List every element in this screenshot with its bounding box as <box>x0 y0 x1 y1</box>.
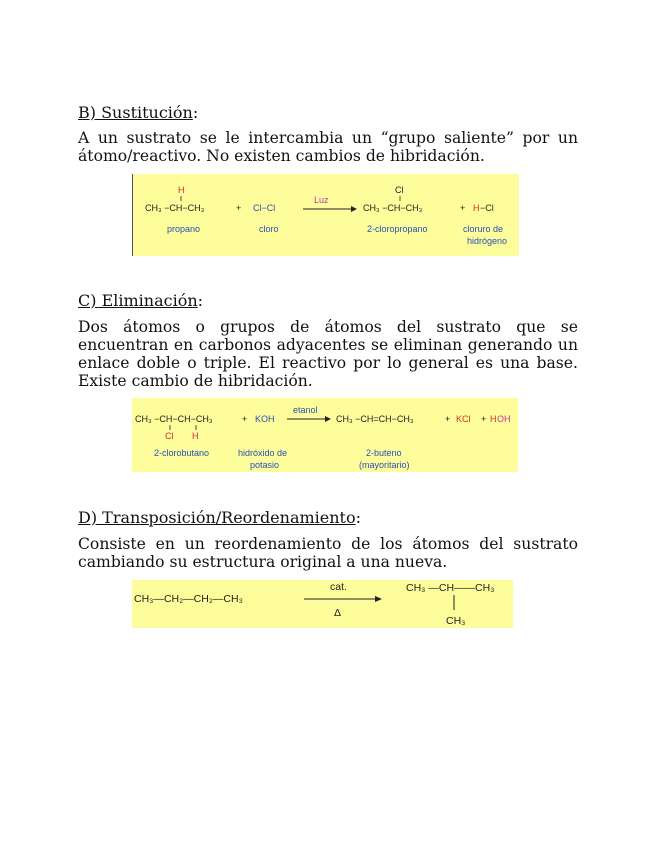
elimination-figure <box>132 398 518 472</box>
transposition-figure <box>132 580 513 628</box>
product-cl-atom: Cl <box>395 185 404 195</box>
sub-cl-atom: Cl <box>165 431 174 441</box>
propano-formula: CH₃ −CH−CH₃ <box>145 203 205 213</box>
hoh-h-atom: H <box>490 414 497 424</box>
plus-sign: + <box>445 414 451 424</box>
koh-formula: KOH <box>255 414 275 424</box>
arrow-label-cat: cat. <box>330 581 347 593</box>
section-b-colon: : <box>192 103 199 122</box>
section-d-title: D) Transposición/Reordenamiento <box>78 508 356 527</box>
hcl-rest: −Cl <box>480 203 494 213</box>
hoh-rest: OH <box>497 414 511 424</box>
clorobutano-formula: CH₃ −CH−CH−CH₃ <box>135 414 213 424</box>
arrow-label-luz: Luz <box>314 195 329 205</box>
arrow-label-etanol: etanol <box>293 405 318 415</box>
plus-sign: + <box>460 203 466 213</box>
arrow-label-delta: Δ <box>334 607 342 619</box>
transposition-diagram <box>132 580 513 628</box>
section-b-text: A un sustrato se le intercambia un “grupo saliente” por un átomo/reactivo. No existen cambios de hibridación. <box>78 129 578 165</box>
plus-sign: + <box>242 414 248 424</box>
isobutano-methyl: CH₃ <box>446 615 466 627</box>
label-cloro: cloro <box>259 224 279 234</box>
section-d-heading <box>78 509 361 527</box>
substitution-figure <box>132 174 519 256</box>
section-b-heading <box>78 104 198 122</box>
kcl-formula: KCl <box>456 414 471 424</box>
label-potasio: potasio <box>250 460 280 470</box>
label-mayoritario: (mayoritario) <box>359 460 410 470</box>
section-c-heading <box>78 292 203 310</box>
sub-h-atom: H <box>192 431 199 441</box>
section-b-title: B) Sustitución <box>78 103 193 122</box>
plus-sign: + <box>236 203 242 213</box>
label-hidroxido: hidróxido de <box>238 448 288 458</box>
label-buteno: 2-buteno <box>366 448 402 458</box>
substitution-diagram <box>133 174 519 256</box>
cloro-formula: Cl−Cl <box>253 203 276 213</box>
section-c-colon: : <box>197 291 204 310</box>
reaction-arrow-icon <box>375 596 382 602</box>
label-cloropropano: 2-cloropropano <box>367 224 428 234</box>
label-propano: propano <box>167 224 201 234</box>
butano-formula: CH₃—CH₂—CH₂—CH₃ <box>134 593 243 605</box>
reaction-arrow-icon <box>325 416 331 422</box>
buteno-formula: CH₃ −CH=CH−CH₃ <box>336 414 414 424</box>
hcl-h-atom: H <box>473 203 480 213</box>
section-d-text: Consiste en un reordenamiento de los átomos del sustrato cambiando su estructura original a una nueva. <box>78 535 578 571</box>
label-cloruro: cloruro de <box>463 224 504 234</box>
section-c-text: Dos átomos o grupos de átomos del sustrato que se encuentran en carbonos adyacentes se eliminan generando un enlace doble o triple. El reactivo por lo general es una base. Existe cambio de hibridación. <box>78 318 578 390</box>
reaction-arrow-icon <box>351 206 357 212</box>
label-hidrogeno: hidrógeno <box>467 236 508 246</box>
section-d-colon: : <box>355 508 362 527</box>
elimination-diagram <box>132 398 518 472</box>
isobutano-formula: CH₃ —CH——CH₃ <box>406 582 495 594</box>
cloropropano-formula: CH₃ −CH−CH₃ <box>363 203 423 213</box>
propano-h-atom: H <box>178 185 185 195</box>
label-clorobutano: 2-clorobutano <box>154 448 210 458</box>
plus-sign: + <box>481 414 487 424</box>
section-c-title: C) Eliminación <box>78 291 198 310</box>
